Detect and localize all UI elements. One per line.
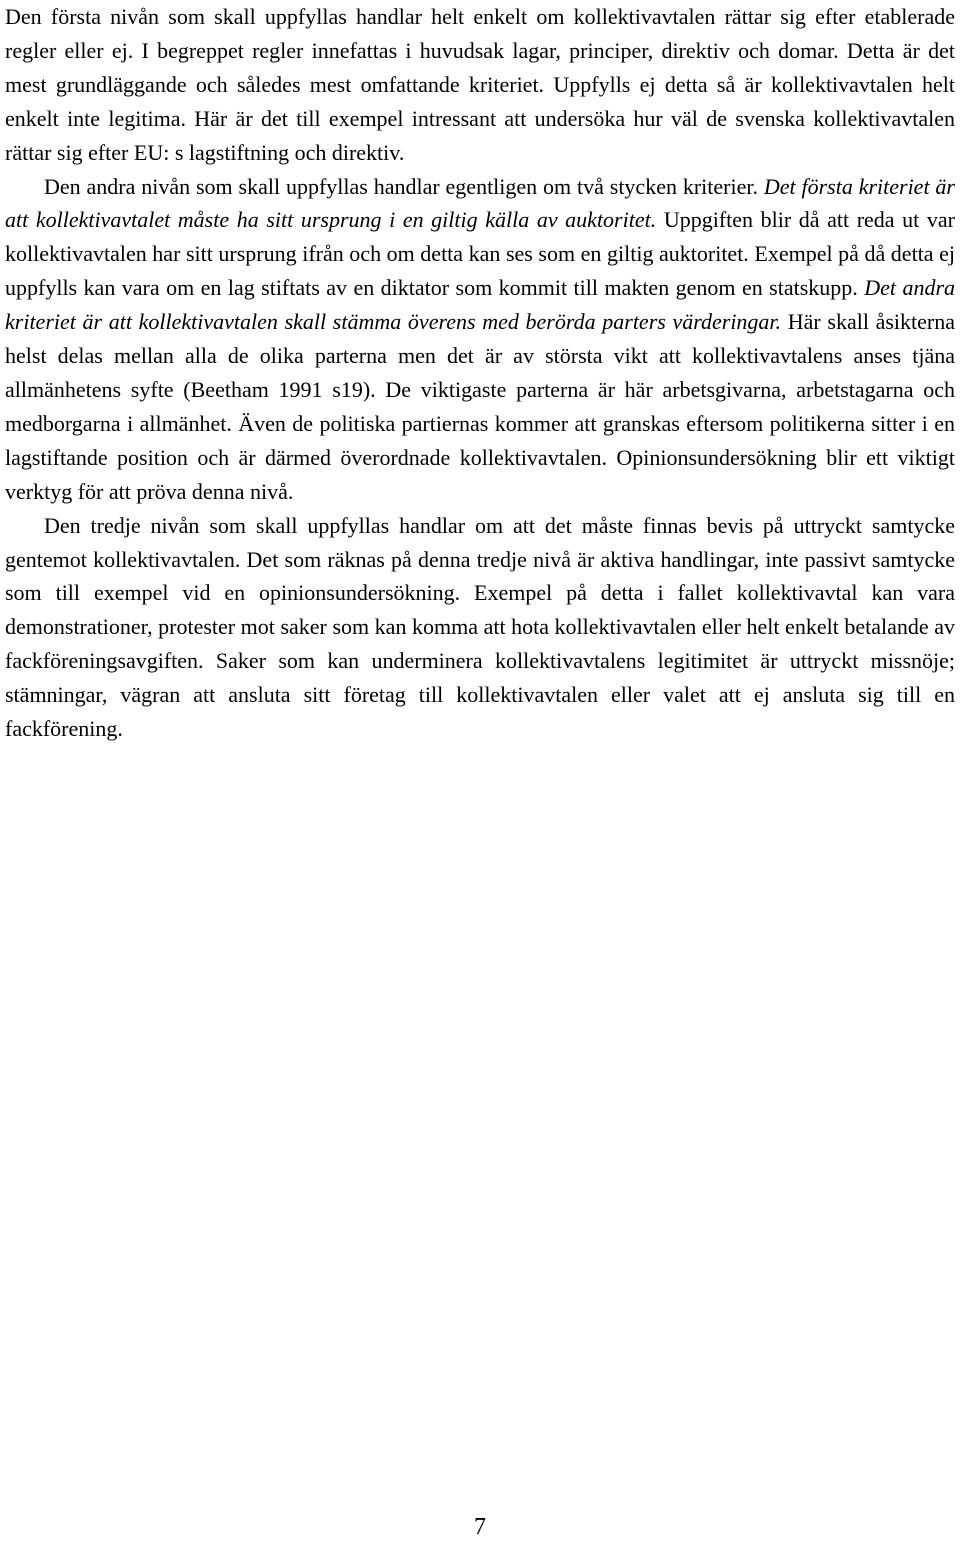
paragraph-third-level xyxy=(5,509,955,746)
italic-criterion-one: Det första kriteriet är att kollektivavtalet måste ha sitt ursprung i en giltig källa av auktoritet. xyxy=(5,173,955,233)
paragraph-text: Uppgiften blir då att reda ut var kollektivavtalen har sitt ursprung ifrån och om detta kan ses som en giltig auktoritet. Exempel på då detta ej uppfylls kan vara om en lag stiftats av en diktator som kommit till makten genom en statskupp. xyxy=(5,207,955,301)
paragraph-text: Den tredje nivån som skall uppfyllas handlar om att det måste finnas bevis på uttryckt samtycke gentemot kollektivavtalen. Det som räknas på denna tredje nivå är aktiva handlingar, inte passivt samtycke som till exempel vid en opinionsundersökning. Exempel på detta i fallet kollektivavtal kan vara demonstrationer, protester mot saker som kan komma att hota kollektivavtalen eller helt enkelt betalande av fackföreningsavgiften. Saker som kan underminera kollektivavtalens legitimitet är uttryckt missnöje; stämningar, vägran att ansluta sitt företag till kollektivavtalen eller valet att ej ansluta sig till en fackförening. xyxy=(5,512,955,742)
paragraph-text: Här skall åsikterna helst delas mellan alla de olika parterna men det är av största vikt att kollektivavtalens anses tjäna allmänhetens syfte (Beetham 1991 s19). De viktigaste parterna är här arbetsgivarna, arbetstagarna och medborgarna i allmänhet. Även de politiska partiernas kommer att granskas eftersom politikerna sitter i en lagstiftande position och är därmed överordnade kollektivavtalen. Opinionsundersökning blir ett viktigt verktyg för att pröva denna nivå. xyxy=(5,309,956,504)
page-number: 7 xyxy=(474,1514,486,1540)
body-text xyxy=(5,0,955,746)
paragraph-text: Den första nivån som skall uppfyllas handlar helt enkelt om kollektivavtalen rättar sig efter etablerade regler eller ej. I begreppet regler innefattas i huvudsak lagar, principer, direktiv och domar. Detta är det mest grundläggande och således mest omfattande kriteriet. Uppfylls ej detta så är kollektivavtalen helt enkelt inte legitima. Här är det till exempel intressant att undersöka hur väl de svenska kollektivavtalen rättar sig efter EU: s lagstiftning och direktiv. xyxy=(5,4,955,165)
paragraph-first-level xyxy=(5,0,955,170)
paragraph-second-level xyxy=(5,170,955,509)
italic-criterion-two: Det andra kriteriet är att kollektivavtalen skall stämma överens med berörda parters värderingar. xyxy=(5,275,956,335)
paragraph-text: Den andra nivån som skall uppfyllas handlar egentligen om två stycken kriterier. xyxy=(44,173,764,199)
